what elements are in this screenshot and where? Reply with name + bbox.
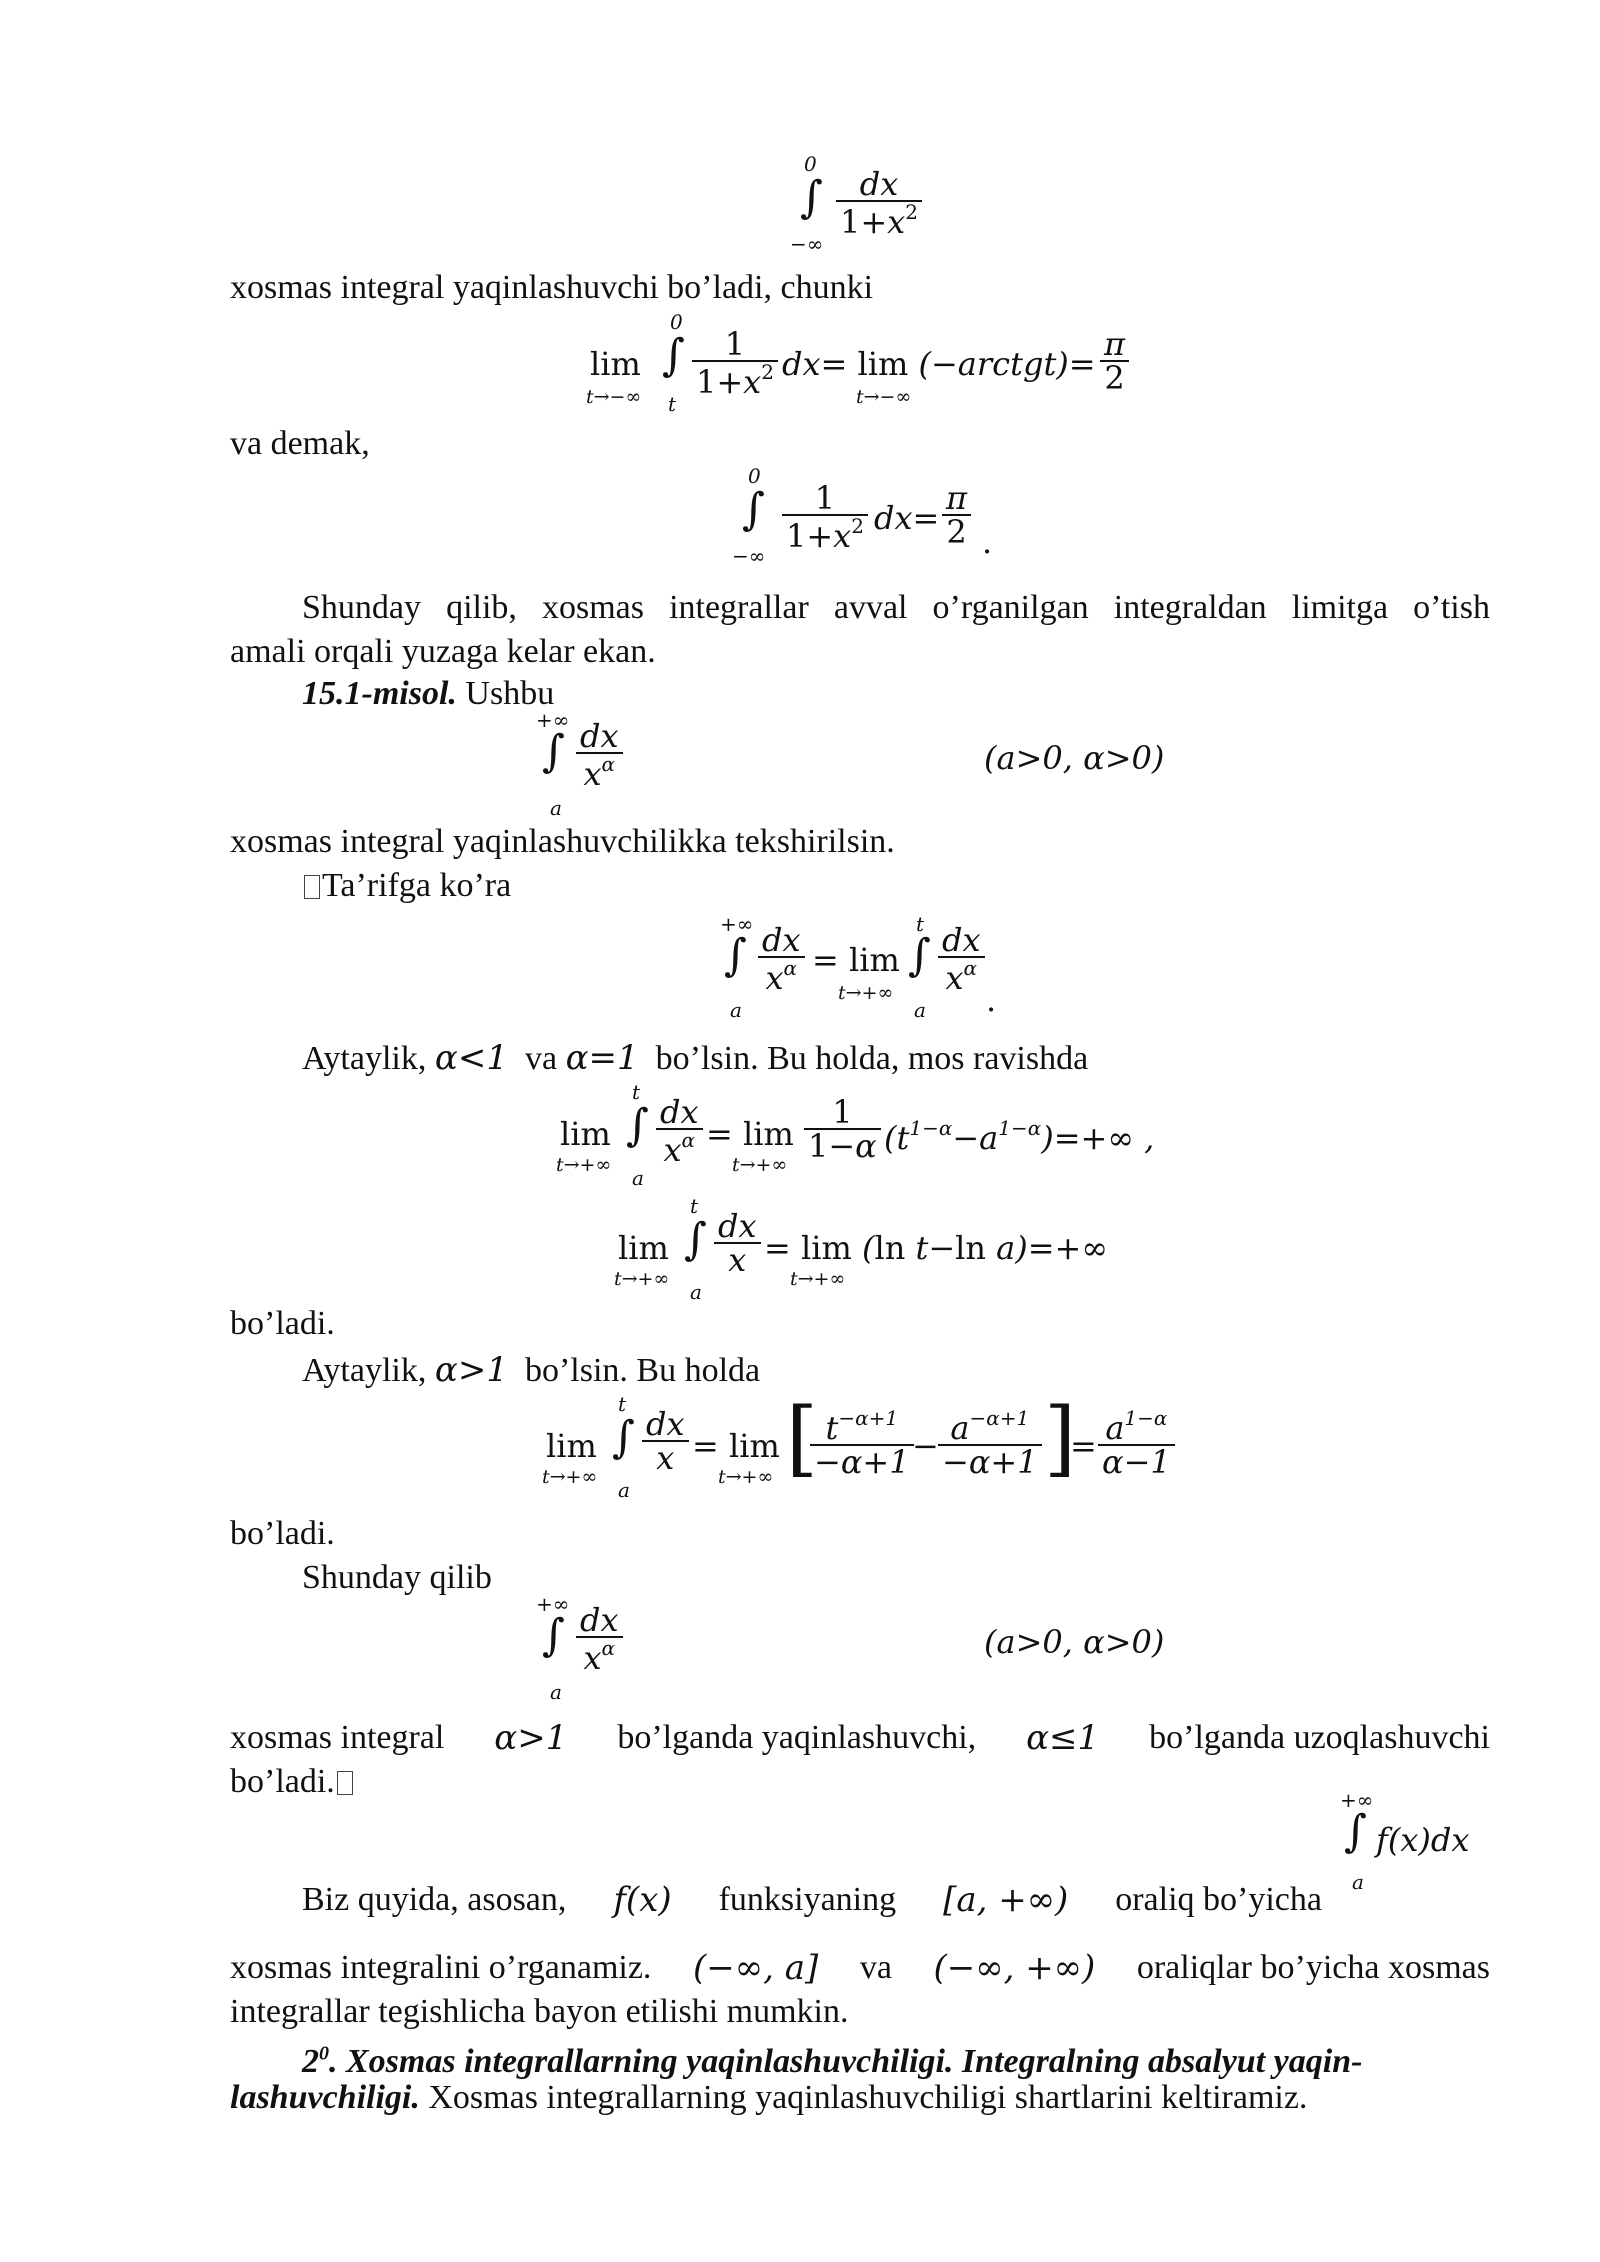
example-heading xyxy=(302,672,554,716)
paragraph-5: Ta’rifga ko’ra xyxy=(302,864,511,908)
paragraph-11: xosmas integral α>1 bo’lganda yaqinlashuvchi, α≤1 bo’lganda uzoqlashuvchi xyxy=(230,1718,1490,1758)
paragraph-12: Biz quyida, asosan, f(x) funksiyaning [a, +∞) oraliq bo’yicha xyxy=(302,1880,1322,1920)
paragraph-3b: amali orqali yuzaga kelar ekan. xyxy=(230,633,656,670)
paragraph-7: bo’ladi. xyxy=(230,1305,335,1342)
paragraph-3a: Shunday qilib, xosmas integrallar avval o’rganilgan integraldan limitga o’tish xyxy=(302,589,1490,626)
example-text: Ushbu xyxy=(456,675,555,712)
proof-start-marker xyxy=(304,875,320,899)
paragraph-1: xosmas integral yaqinlashuvchi bo’ladi, chunki xyxy=(230,269,874,306)
example-label: 15.1-misol. xyxy=(302,675,457,712)
paragraph-11-end: bo’ladi. xyxy=(230,1760,1490,1804)
paragraph-14: integrallar tegishlicha bayon etilishi mumkin. xyxy=(230,1993,849,2030)
paragraph-9: bo’ladi. xyxy=(230,1515,335,1552)
paragraph-4: xosmas integral yaqinlashuvchilikka tekshirilsin. xyxy=(230,823,895,860)
proof-end-marker xyxy=(337,1771,353,1795)
paragraph-10: Shunday qilib xyxy=(302,1559,492,1596)
paragraph-6: Aytaylik, α<1 va α=1 bo’lsin. Bu holda, mos ravishda xyxy=(302,1038,1089,1078)
paragraph-8: Aytaylik, α>1 bo’lsin. Bu holda xyxy=(302,1350,761,1390)
section-heading-cont: lashuvchiligi. Xosmas integrallarning yaqinlashuvchiligi shartlarini keltiramiz. xyxy=(230,2079,1308,2116)
paragraph-2: va demak, xyxy=(230,425,370,462)
paragraph-13: xosmas integralini o’rganamiz. (−∞, a] va (−∞, +∞) oraliqlar bo’yicha xosmas xyxy=(230,1948,1490,1988)
section-number: $2^0$. Xosmas integrallarning yaqinlashuvchiligi. Integralning absalyut yaqin- xyxy=(302,2043,1363,2081)
document-page: 0 ∫ −∞ $\frac{dx}{1+x^2}$ xosmas integral yaqinlashuvchi bo’ladi, chunki lim t→−∞ 0 ∫ t $\frac{1}{1+x^2}$ dx= lim (−arctgt)= t→−∞ $\frac{\pi}{2}$ va demak, 0 ∫ −∞ $\frac{1}{1+x^2}$ dx= $\frac{\pi}{2}$ . Shunday qilib, xosmas integrallar avval o’rganilgan integraldan limitga o’tish amali orqali yuzaga kelar ekan. 15.1-misol. Ushbu +∞ ∫ a $\frac{dx}{x^\alpha}$ (a>0, α>0) xosmas integral yaqinlashuvchilikka tekshirilsin. Ta’rifga ko’ra +∞ ∫ a $\frac{dx}{x^\alpha}$ = lim t→+∞ t ∫ a $\frac{dx}{x^\alpha}$ . Aytaylik, α<1 va α=1 bo’lsin. Bu holda, mos ravishda lim t→+∞ t ∫ a $\frac{dx}{x^\alpha}$ = lim t→+∞ $\frac{1}{1-\alpha}$ $(t^{1-\alpha}-a^{1-\alpha})=+\infty$ , lim t→+∞ t ∫ a $\frac{dx}{x}$ = lim (ln t−ln a)=+∞ t→+∞ bo’ladi. Aytaylik, α>1 bo’lsin. Bu holda lim t→+∞ t ∫ a $\frac{dx}{x}$ = lim t→+∞ [ $\frac{t^{-\alpha+1}}{-\alpha+1}$ − $\frac{a^{-\alpha+1}}{-\alpha+1}$ ] = $\frac{a^{1-\alpha}}{\alpha-1}$ bo’ladi. Shunday qilib +∞ ∫ a $\frac{dx}{x^\alpha}$ (a>0, α>0) xosmas integral α>1 bo’lganda yaqinlashuvchi, α≤1 bo’lganda uzoqlashuvchi bo’ladi. +∞ ∫ a f(x)dx Biz quyida, asosan, f(x) funksiyaning [a, +∞) oraliq bo’yicha xosmas integralini o’rganamiz. (−∞, a] va (−∞, +∞) oraliqlar bo’yicha xosmas integrallar tegishlicha bayon etilishi mumkin. $2^0$. Xosmas integrallarning yaqinlashuvchiligi. Integralning absalyut yaqin- lashuvchiligi. Xosmas integrallarning yaqinlashuvchiligi shartlarini keltiramiz. xyxy=(0,0,1600,2262)
